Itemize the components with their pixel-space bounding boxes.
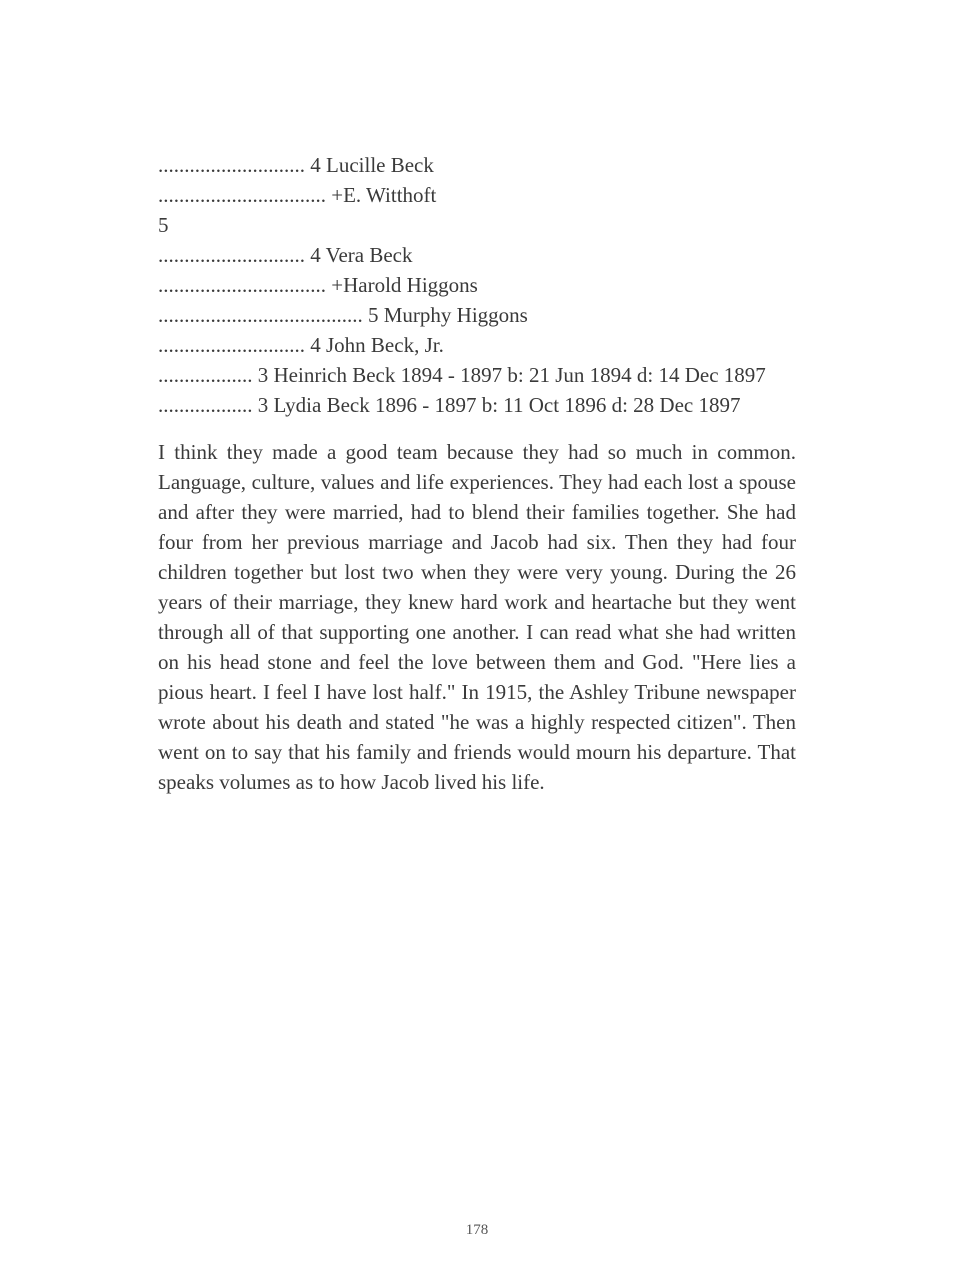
page-content [158, 150, 796, 818]
genealogy-line: .................. 3 Lydia Beck 1896 - 1897 b: 11 Oct 1896 d: 28 Dec 1897 [158, 393, 741, 417]
genealogy-line: ....................................... 5 Murphy Higgons [158, 303, 528, 327]
genealogy-line: ............................ 4 John Beck, Jr. [158, 333, 444, 357]
genealogy-line: ............................ 4 Lucille Beck [158, 153, 434, 177]
genealogy-line: ................................ +Harold Higgons [158, 273, 478, 297]
body-paragraph: I think they made a good team because they had so much in common. Language, culture, values and life experiences. They had each lost a spouse and after they were married, had to blend their families together. She had four from her previous marriage and Jacob had six. Then they had four children together but lost two when they were very young. During the 26 years of their marriage, they knew hard work and heartache but they went through all of that supporting one another. I can read what she had written on his head stone and feel the love between them and God. "Here lies a pious heart. I feel I have lost half." In 1915, the Ashley Tribune newspaper wrote about his death and stated "he was a highly respected citizen". Then went on to say that his family and friends would mourn his departure. That speaks volumes as to how Jacob lived his life. [158, 440, 796, 794]
genealogy-line: .................. 3 Heinrich Beck 1894 - 1897 b: 21 Jun 1894 d: 14 Dec 1897 [158, 363, 766, 387]
page-number: 178 [465, 1222, 489, 1238]
genealogy-line: ................................ +E. Witthoft [158, 183, 437, 207]
genealogy-line: ............................ 4 Vera Beck [158, 243, 413, 267]
genealogy-line: 5 [158, 213, 169, 237]
genealogy-list [158, 150, 796, 420]
